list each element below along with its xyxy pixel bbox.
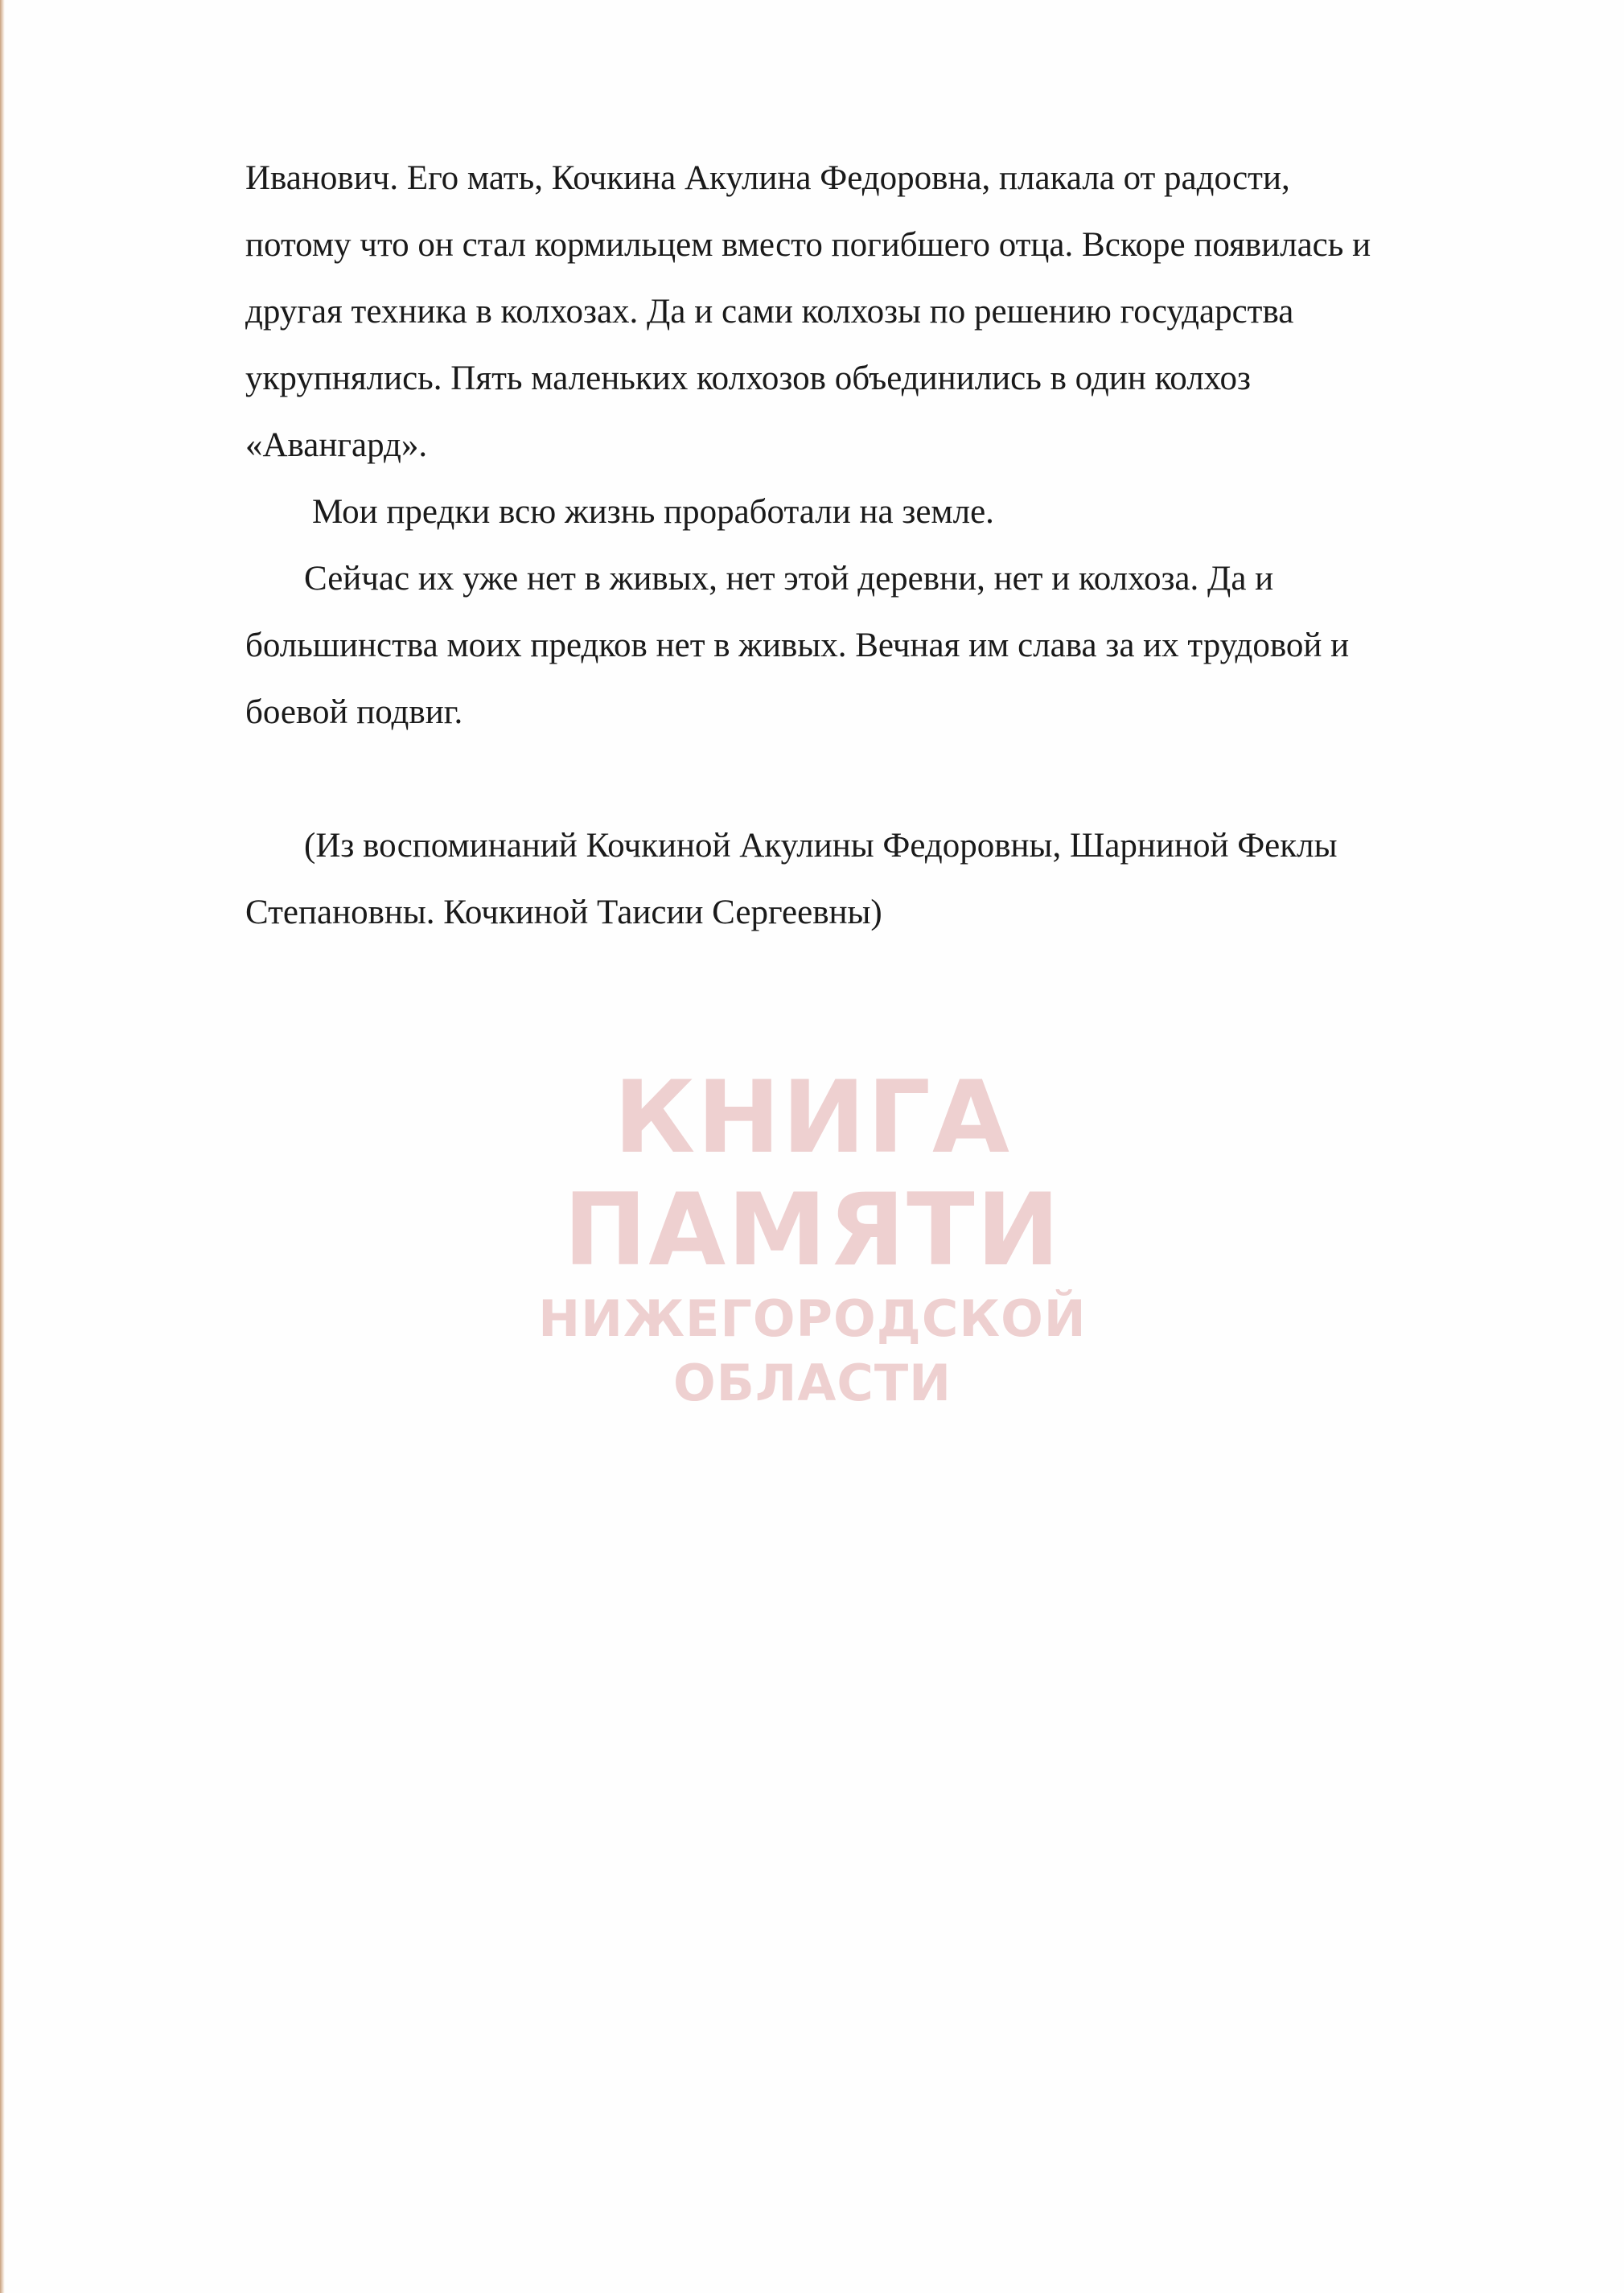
text-line-8: большинства моих предков нет в живых. Вечная им слава за их трудовой и <box>245 627 1350 664</box>
text-line-4: укрупнялись. Пять маленьких колхозов объединились в один колхоз <box>245 360 1252 397</box>
document-body <box>245 145 1516 946</box>
watermark-subtitle: НИЖЕГОРОДСКОЙ ОБЛАСТИ <box>538 1289 1087 1412</box>
text-line-7: Сейчас их уже нет в живых, нет этой деревни, нет и колхоза. Да и <box>304 560 1274 598</box>
text-line-9: боевой подвиг. <box>245 693 463 731</box>
source-note-line-2: Степановны. Кочкиной Таисии Сергеевны) <box>245 894 882 931</box>
watermark-title: КНИГА ПАМЯТИ <box>563 1060 1062 1288</box>
text-line-6: Мои предки всю жизнь проработали на земле. <box>312 493 994 531</box>
page-edge-shadow <box>0 0 5 2293</box>
text-line-1: Иванович. Его мать, Кочкина Акулина Федоровна, плакала от радости, <box>245 159 1290 197</box>
paragraph-gap <box>245 746 1516 812</box>
text-line-5: «Авангард». <box>245 426 428 464</box>
watermark <box>406 1062 1219 1416</box>
text-line-3: другая техника в колхозах. Да и сами колхозы по решению государства <box>245 293 1294 331</box>
text-line-2: потому что он стал кормильцем вместо погибшего отца. Вскоре появилась и <box>245 226 1371 264</box>
source-note-line-1: (Из воспоминаний Кочкиной Акулины Федоровны, Шарниной Феклы <box>304 827 1338 865</box>
